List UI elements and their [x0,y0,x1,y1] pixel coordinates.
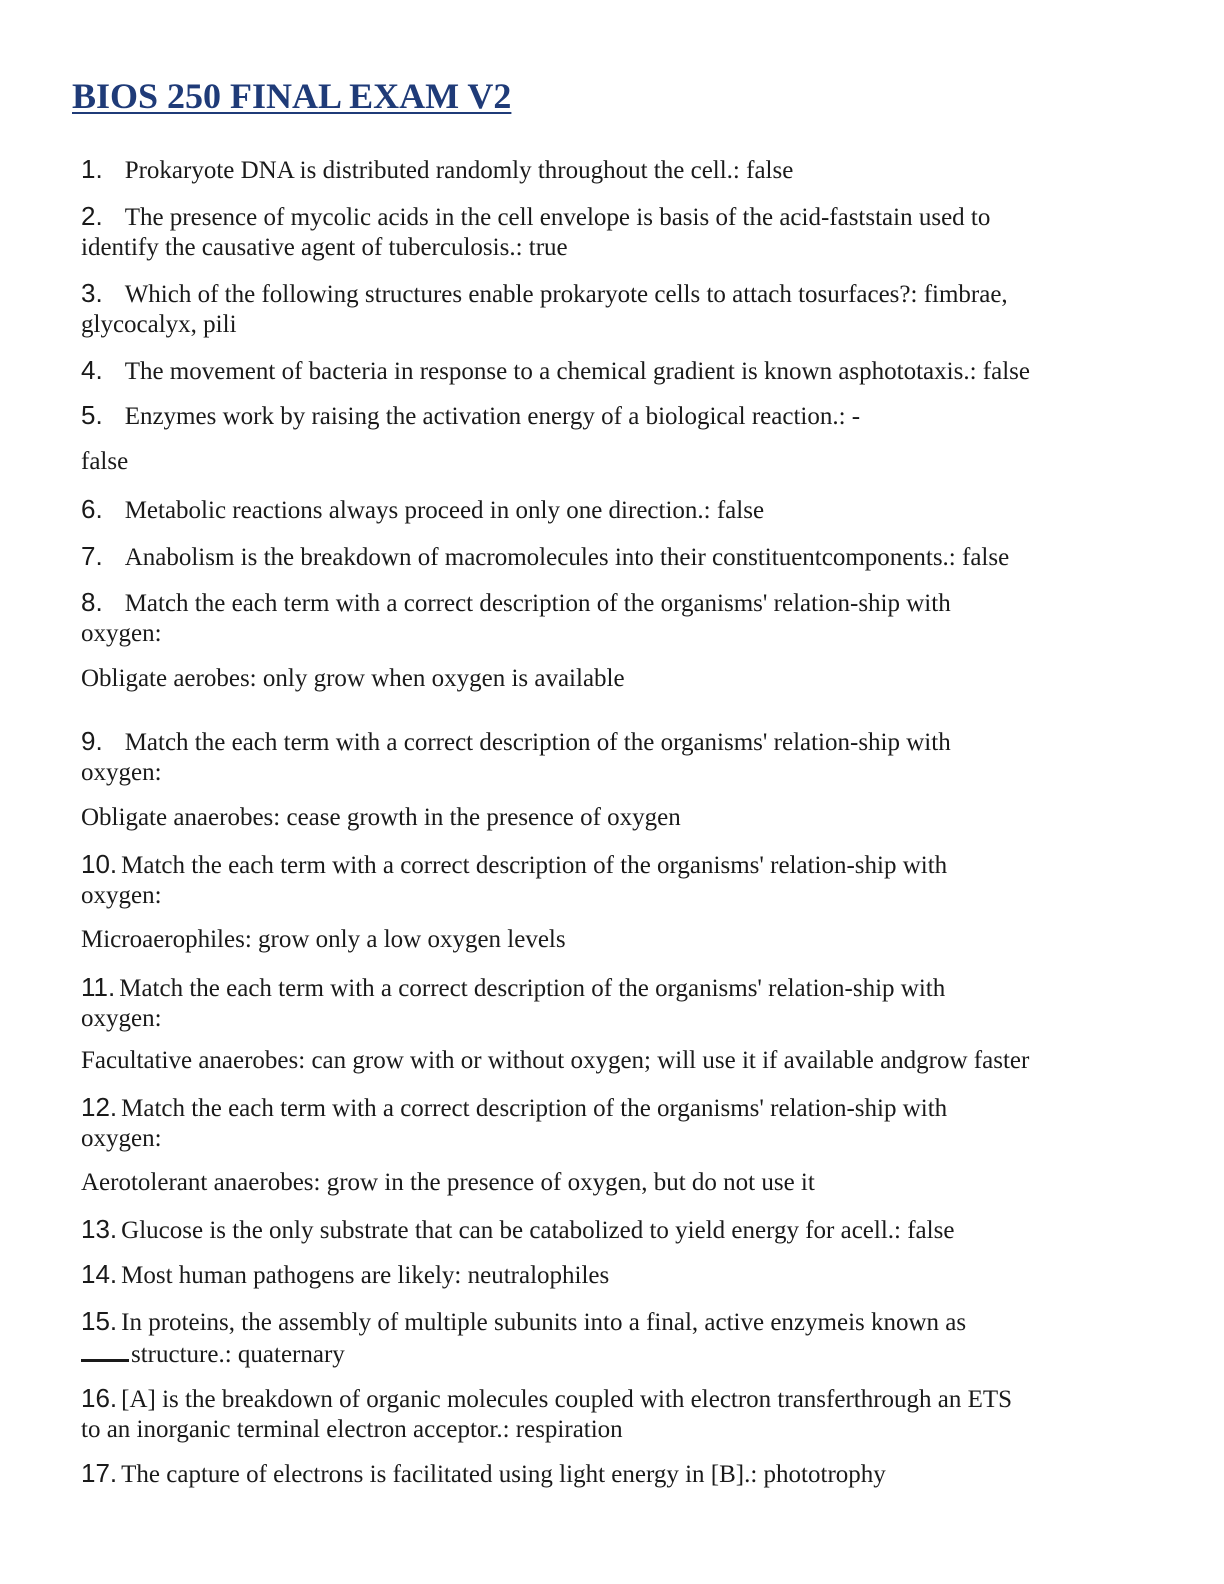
answer-text: Obligate anaerobes: cease growth in the presence of oxygen [81,804,681,831]
question-13 [81,1214,954,1246]
question-15-continuation [81,1337,345,1370]
question-10-continuation [81,880,162,911]
question-3-continuation [81,309,237,340]
question-6 [81,494,764,526]
question-number: 11. [81,972,116,1002]
question-text: Enzymes work by raising the activation energy of a biological reaction.: - [124,403,861,430]
question-text: structure.: quaternary [131,1341,345,1368]
question-11-continuation [81,1003,162,1034]
question-10-answer [81,924,566,955]
question-text: identify the causative agent of tuberculosis.: true [81,234,568,261]
question-14 [81,1259,609,1291]
question-text: oxygen: [81,620,162,647]
question-4 [81,355,1030,387]
question-11-answer [81,1045,1029,1076]
question-text: oxygen: [81,882,162,909]
question-11 [81,972,945,1004]
question-15 [81,1306,966,1338]
question-17 [81,1458,886,1490]
question-text: Metabolic reactions always proceed in only one direction.: false [124,497,765,524]
question-text: Match the each term with a correct description of the organisms' relation-ship with [124,729,951,756]
question-number: 1. [81,154,103,184]
question-text: Most human pathogens are likely: neutralophiles [121,1262,610,1289]
question-number: 13. [81,1214,118,1244]
question-text: Match the each term with a correct description of the organisms' relation-ship with [119,975,946,1002]
question-text: The capture of electrons is facilitated using light energy in [B].: phototrophy [121,1461,886,1488]
question-number: 4. [81,355,103,385]
question-number: 9. [81,726,103,756]
question-9-answer [81,802,681,833]
question-text: Match the each term with a correct description of the organisms' relation-ship with [121,852,948,879]
question-5-answer [81,446,128,477]
question-16-continuation [81,1414,623,1445]
question-number: 7. [81,541,103,571]
question-text: Anabolism is the breakdown of macromolecules into their constituentcomponents.: false [124,544,1010,571]
question-number: 16. [81,1383,118,1413]
question-text: glycocalyx, pili [81,311,237,338]
question-text: oxygen: [81,1005,162,1032]
question-12-continuation [81,1123,162,1154]
question-text: oxygen: [81,1125,162,1152]
answer-text: Aerotolerant anaerobes: grow in the presence of oxygen, but do not use it [81,1169,815,1196]
question-text: Match the each term with a correct description of the organisms' relation-ship with [124,590,951,617]
question-number: 12. [81,1092,118,1122]
question-text: In proteins, the assembly of multiple subunits into a final, active enzymeis known as [121,1309,967,1336]
question-text: Glucose is the only substrate that can be catabolized to yield energy for acell.: false [121,1217,955,1244]
question-3 [81,278,1008,310]
question-number: 15. [81,1306,118,1336]
question-text: to an inorganic terminal electron acceptor.: respiration [81,1416,623,1443]
question-number: 8. [81,587,103,617]
question-number: 14. [81,1259,118,1289]
question-text: Prokaryote DNA is distributed randomly throughout the cell.: false [124,157,794,184]
question-number: 10. [81,849,118,879]
question-9 [81,726,951,758]
question-2-continuation [81,232,568,263]
question-5 [81,400,860,432]
question-8 [81,587,951,619]
question-text: [A] is the breakdown of organic molecules coupled with electron transferthrough an ETS [121,1386,1013,1413]
question-12-answer [81,1167,815,1198]
question-text: The presence of mycolic acids in the cell envelope is basis of the acid-faststain used to [124,204,991,231]
answer-text: false [81,448,129,475]
question-9-continuation [81,757,162,788]
question-7 [81,541,1009,573]
question-8-answer [81,663,625,694]
question-number: 17. [81,1458,118,1488]
question-number: 3. [81,278,103,308]
question-16 [81,1383,1012,1415]
question-8-continuation [81,618,162,649]
question-text: The movement of bacteria in response to a chemical gradient is known asphototaxis.: false [124,358,1030,385]
question-10 [81,849,947,881]
answer-text: Obligate aerobes: only grow when oxygen is available [81,665,625,692]
question-number: 5. [81,400,103,430]
question-text: Which of the following structures enable prokaryote cells to attach tosurfaces?: fimbrae, [124,281,1008,308]
question-2 [81,201,990,233]
question-text: oxygen: [81,759,162,786]
question-12 [81,1092,947,1124]
question-number: 2. [81,201,103,231]
page-title: BIOS 250 FINAL EXAM V2 [72,76,512,116]
answer-text: Microaerophiles: grow only a low oxygen levels [81,926,566,953]
question-number: 6. [81,494,103,524]
answer-text: Facultative anaerobes: can grow with or without oxygen; will use it if available andgrow faster [81,1047,1030,1074]
question-1 [81,154,793,186]
question-text: Match the each term with a correct description of the organisms' relation-ship with [121,1095,948,1122]
fill-in-blank [81,1337,129,1362]
